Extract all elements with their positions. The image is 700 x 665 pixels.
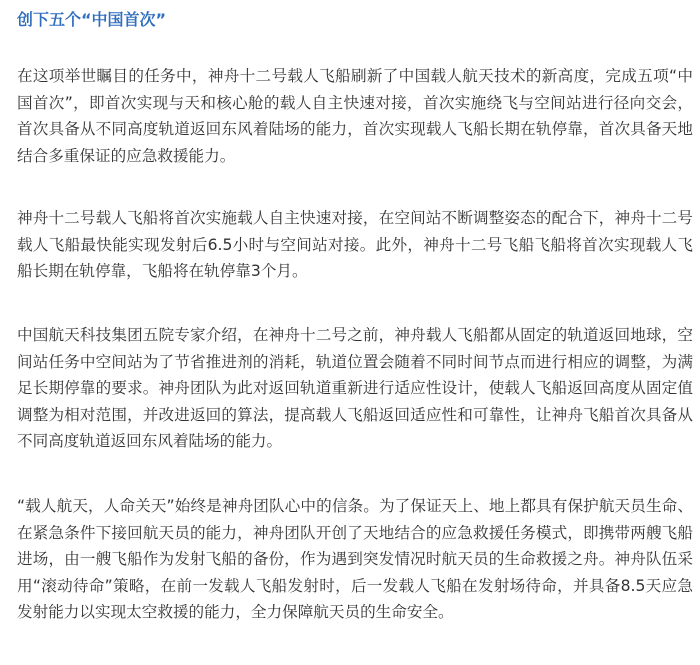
paragraph-five-firsts: 在这项举世瞩目的任务中，神舟十二号载人飞船刷新了中国载人航天技术的新高度，完成五项“中国首次”，即首次实现与天和核心舱的载人自主快速对接，首次实施绕飞与空间站进行径向交会，首次具备从不同高度轨道返回东风着陆场的能力，首次实现载人飞船长期在轨停靠，首次具备天地结合多重保证的应急救援能力。 — [17, 67, 693, 165]
paragraph-emergency-rescue: “载人航天，人命关天”始终是神舟团队心中的信条。为了保证天上、地上都具有保护航天员生命、在紧急条件下接回航天员的能力，神舟团队开创了天地结合的应急救援任务模式，即携带两艘飞船进场，由一艘飞船作为发射飞船的备份，作为遇到突发情况时航天员的生命救援之舟。神舟队伍采用“滚动待命”策略，在前一发载人飞船发射时，后一发载人飞船在发射场待命，并具备8.5天应急发射能力以实现太空救援的能力，全力保障航天员的生命安全。 — [17, 497, 693, 622]
section-heading: 创下五个“中国首次” — [17, 10, 167, 29]
paragraph-return-orbit: 中国航天科技集团五院专家介绍，在神舟十二号之前，神舟载人飞船都从固定的轨道返回地球，空间站任务中空间站为了节省推进剂的消耗，轨道位置会随着不同时间节点而进行相应的调整，为满足长期停靠的要求。神舟团队为此对返回轨道重新进行适应性设计，使载人飞船返回高度从固定值调整为相对范围，并改进返回的算法，提高载人飞船返回适应性和可靠性，让神舟飞船首次具备从不同高度轨道返回东风着陆场的能力。 — [17, 326, 693, 451]
paragraph-rapid-docking: 神舟十二号载人飞船将首次实施载人自主快速对接，在空间站不断调整姿态的配合下，神舟十二号载人飞船最快能实现发射后6.5小时与空间站对接。此外，神舟十二号飞船飞船将首次实现载人飞船长期在轨停靠，飞船将在轨停靠3个月。 — [17, 209, 693, 281]
